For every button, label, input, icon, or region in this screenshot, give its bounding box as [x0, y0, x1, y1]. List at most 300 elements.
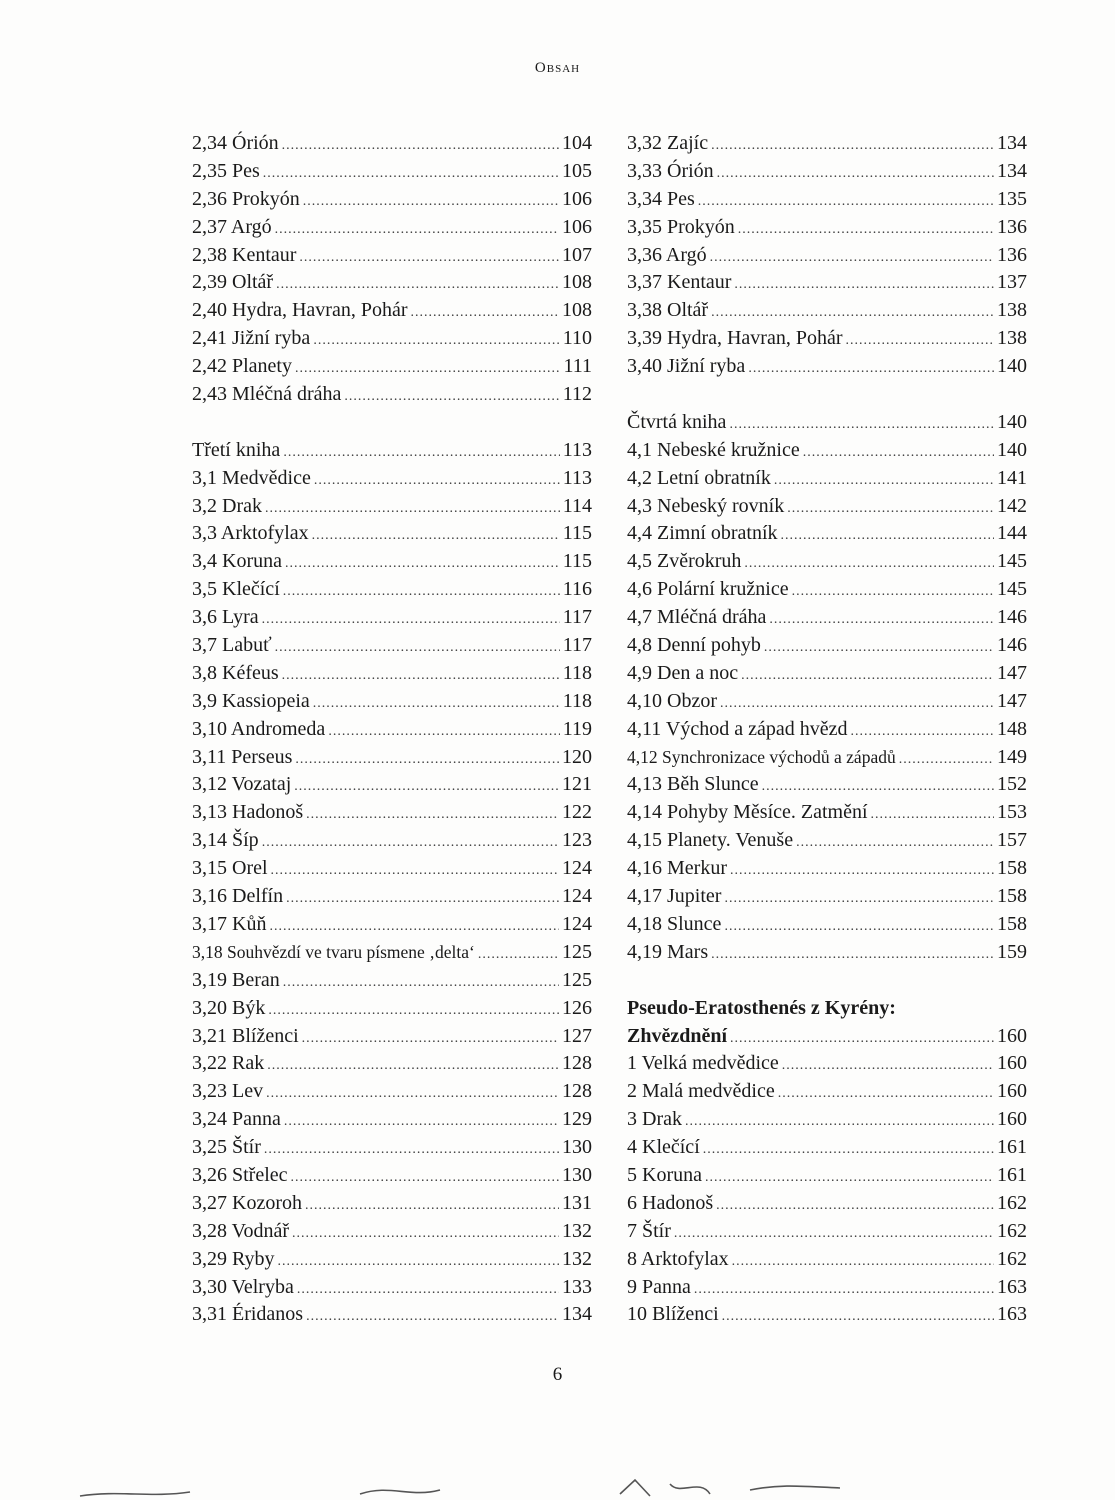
toc-leader-dots — [266, 1080, 559, 1108]
toc-entry-label: 4,13 Běh Slunce — [627, 773, 759, 796]
toc-entry-label: 3,39 Hydra, Havran, Pohár — [627, 327, 843, 350]
toc-leader-dots — [769, 606, 994, 634]
toc-entry-label: 2,41 Jižní ryba — [192, 327, 311, 350]
toc-entry-label: 3,5 Klečící — [192, 578, 280, 601]
toc-entry-page: 157 — [997, 829, 1027, 852]
toc-entry — [192, 325, 592, 353]
toc-leader-dots — [278, 1248, 559, 1276]
toc-entry-page: 144 — [997, 522, 1027, 545]
toc-entry-label: 3,24 Panna — [192, 1108, 281, 1131]
toc-entry-page: 119 — [562, 717, 592, 740]
toc-entry-label: 4,11 Východ a západ hvězd — [627, 717, 848, 740]
toc-leader-dots — [313, 327, 559, 355]
toc-entry-page: 127 — [562, 1024, 592, 1047]
toc-entry — [627, 520, 1027, 548]
toc-entry-label: 3,18 Souhvězdí ve tvaru písmene ‚delta‘ — [192, 941, 475, 962]
toc-entry-label: 3,9 Kassiopeia — [192, 689, 310, 712]
toc-entry-label: 4,8 Denní pohyb — [627, 634, 761, 657]
toc-entry — [192, 576, 592, 604]
toc-leader-dots — [846, 327, 995, 355]
toc-entry — [192, 242, 592, 270]
toc-entry-page: 128 — [562, 1052, 592, 1075]
toc-entry — [627, 1162, 1027, 1190]
toc-leader-dots — [674, 1220, 994, 1248]
toc-entry-label: 3,29 Ryby — [192, 1247, 275, 1270]
toc-entry-label: 2,42 Planety — [192, 355, 292, 378]
toc-entry — [627, 939, 1027, 967]
toc-entry-page: 125 — [562, 968, 592, 991]
toc-leader-dots — [312, 522, 560, 550]
toc-leader-dots — [781, 522, 994, 550]
toc-entry-page: 131 — [562, 1191, 592, 1214]
toc-entry-label: 4,5 Zvěrokruh — [627, 550, 742, 573]
toc-entry — [192, 437, 592, 465]
toc-entry — [627, 1246, 1027, 1274]
toc-leader-dots — [871, 801, 994, 829]
toc-entry-label: 4,3 Nebeský rovník — [627, 494, 785, 517]
toc-entry-label: 3,38 Oltář — [627, 299, 709, 322]
toc-leader-dots — [262, 829, 559, 857]
toc-entry — [627, 883, 1027, 911]
toc-leader-dots — [286, 885, 559, 913]
toc-entry — [627, 1023, 1027, 1051]
toc-entry — [192, 1301, 592, 1329]
toc-entry-page: 140 — [997, 355, 1027, 378]
toc-entry-page: 124 — [562, 885, 592, 908]
toc-entry — [627, 1106, 1027, 1134]
toc-section-heading: Pseudo-Eratosthenés z Kyrény: — [627, 996, 896, 1019]
toc-entry-page: 117 — [562, 606, 592, 629]
toc-leader-dots — [302, 1025, 559, 1053]
toc-entry-label: 3,8 Kéfeus — [192, 661, 279, 684]
toc-entry-label: Třetí kniha — [192, 438, 281, 461]
toc-entry-label: 4,7 Mléčná dráha — [627, 606, 767, 629]
toc-entry — [627, 186, 1027, 214]
toc-entry-page: 159 — [997, 940, 1027, 963]
toc-entry-page: 135 — [997, 187, 1027, 210]
toc-leader-dots — [267, 1052, 559, 1080]
toc-entry-page: 132 — [562, 1247, 592, 1270]
toc-spacer — [627, 381, 1027, 409]
toc-entry — [192, 799, 592, 827]
toc-leader-dots — [303, 188, 559, 216]
toc-entry-page: 136 — [997, 243, 1027, 266]
toc-entry-label: 3,27 Kozoroh — [192, 1191, 302, 1214]
toc-entry-page: 115 — [562, 550, 592, 573]
toc-entry-page: 120 — [562, 745, 592, 768]
toc-leader-dots — [730, 857, 994, 885]
toc-entry — [627, 465, 1027, 493]
toc-entry-page: 160 — [997, 1052, 1027, 1075]
toc-entry — [192, 716, 592, 744]
toc-entry-page: 122 — [562, 801, 592, 824]
toc-entry-label: 7 Štír — [627, 1219, 671, 1242]
toc-leader-dots — [685, 1108, 994, 1136]
toc-leader-dots — [275, 634, 560, 662]
toc-leader-dots — [782, 1052, 994, 1080]
toc-entry-label: 3,16 Delfín — [192, 885, 284, 908]
toc-leader-dots — [730, 1025, 994, 1053]
toc-leader-dots — [411, 299, 560, 327]
toc-entry-label: 4,17 Jupiter — [627, 885, 722, 908]
toc-leader-dots — [762, 773, 994, 801]
toc-entry-label: 4,1 Nebeské kružnice — [627, 438, 800, 461]
toc-leader-dots — [729, 411, 994, 439]
toc-leader-dots — [711, 299, 994, 327]
toc-entry — [627, 493, 1027, 521]
toc-entry-label: 5 Koruna — [627, 1163, 702, 1186]
toc-entry-page: 130 — [562, 1163, 592, 1186]
toc-entry-page: 132 — [562, 1219, 592, 1242]
toc-entry-page: 129 — [562, 1108, 592, 1131]
toc-entry-page: 140 — [997, 410, 1027, 433]
toc-entry-label: 3,34 Pes — [627, 187, 695, 210]
toc-leader-dots — [850, 718, 994, 746]
toc-entry — [192, 214, 592, 242]
page-number: 6 — [552, 1364, 563, 1385]
toc-entry-page: 161 — [997, 1163, 1027, 1186]
toc-entry-label: 2,43 Mléčná dráha — [192, 383, 342, 406]
toc-entry — [192, 911, 592, 939]
toc-entry — [192, 744, 592, 772]
toc-entry-page: 116 — [562, 578, 592, 601]
toc-entry-label: 3,31 Éridanos — [192, 1303, 304, 1326]
toc-entry-label: 4,15 Planety. Venuše — [627, 829, 794, 852]
toc-leader-dots — [711, 132, 994, 160]
toc-entry-page: 125 — [562, 940, 592, 963]
toc-entry — [627, 632, 1027, 660]
toc-entry-page: 138 — [997, 299, 1027, 322]
toc-entry-label: 2,40 Hydra, Havran, Pohár — [192, 299, 408, 322]
toc-entry — [192, 353, 592, 381]
toc-leader-dots — [297, 1276, 559, 1304]
toc-leader-dots — [744, 550, 994, 578]
toc-entry-page: 152 — [997, 773, 1027, 796]
toc-leader-dots — [720, 690, 994, 718]
toc-entry — [627, 409, 1027, 437]
toc-entry — [627, 1050, 1027, 1078]
toc-entry-label: 3,19 Beran — [192, 968, 280, 991]
toc-entry — [627, 130, 1027, 158]
toc-entry-page: 149 — [997, 745, 1027, 768]
toc-leader-dots — [711, 941, 994, 969]
toc-entry-page: 113 — [562, 466, 592, 489]
toc-leader-dots — [282, 132, 559, 160]
toc-entry — [192, 548, 592, 576]
toc-leader-dots — [478, 941, 559, 969]
toc-leader-dots — [694, 1276, 994, 1304]
toc-entry-page: 142 — [997, 494, 1027, 517]
toc-entry-label: 4,18 Slunce — [627, 912, 722, 935]
toc-entry-label: 4,9 Den a noc — [627, 661, 739, 684]
toc-entry-page: 138 — [997, 327, 1027, 350]
toc-entry-page: 110 — [562, 327, 592, 350]
toc-entry-page: 112 — [562, 383, 592, 406]
toc-entry — [192, 660, 592, 688]
toc-entry-page: 158 — [997, 857, 1027, 880]
toc-entry-page: 108 — [562, 271, 592, 294]
toc-entry — [192, 1078, 592, 1106]
toc-entry-label: 9 Panna — [627, 1275, 691, 1298]
toc-entry — [192, 186, 592, 214]
toc-entry — [627, 771, 1027, 799]
toc-leader-dots — [305, 1192, 559, 1220]
toc-entry-page: 111 — [563, 355, 592, 378]
toc-entry-page: 128 — [562, 1080, 592, 1103]
toc-entry-label: 3,36 Argó — [627, 243, 707, 266]
toc-entry-page: 147 — [997, 661, 1027, 684]
toc-entry — [627, 744, 1027, 772]
toc-leader-dots — [899, 746, 994, 774]
toc-leader-dots — [284, 1108, 559, 1136]
toc-leader-dots — [732, 1248, 994, 1276]
toc-entry — [627, 1134, 1027, 1162]
toc-leader-dots — [796, 829, 994, 857]
toc-entry-page: 162 — [997, 1219, 1027, 1242]
toc-leader-dots — [294, 773, 559, 801]
toc-leader-dots — [269, 913, 559, 941]
toc-entry-page: 126 — [562, 996, 592, 1019]
toc-leader-dots — [741, 662, 994, 690]
toc-leader-dots — [314, 467, 560, 495]
toc-entry-page: 118 — [562, 661, 592, 684]
toc-entry-label: 10 Blíženci — [627, 1303, 719, 1326]
toc-entry-label: 4,6 Polární kružnice — [627, 578, 789, 601]
toc-entry-label: 4,19 Mars — [627, 940, 709, 963]
toc-entry-page: 147 — [997, 689, 1027, 712]
toc-entry — [627, 1274, 1027, 1302]
toc-entry — [627, 1078, 1027, 1106]
toc-leader-dots — [722, 1303, 994, 1331]
toc-leader-dots — [724, 885, 994, 913]
toc-entry-label: 3,4 Koruna — [192, 550, 282, 573]
toc-entry — [192, 939, 592, 967]
toc-entry-page: 107 — [562, 243, 592, 266]
toc-entry-page: 140 — [997, 438, 1027, 461]
toc-entry-label: 2,35 Pes — [192, 159, 260, 182]
toc-entry — [192, 1190, 592, 1218]
toc-entry-label: 3,30 Velryba — [192, 1275, 294, 1298]
toc-entry — [627, 576, 1027, 604]
toc-entry — [192, 771, 592, 799]
toc-entry-page: 141 — [997, 466, 1027, 489]
toc-entry-label: 3,13 Hadonoš — [192, 801, 304, 824]
toc-entry — [192, 493, 592, 521]
toc-entry-label: 4,16 Merkur — [627, 857, 727, 880]
toc-entry — [192, 130, 592, 158]
toc-entry-label: 6 Hadonoš — [627, 1191, 714, 1214]
toc-entry — [192, 381, 592, 409]
toc-leader-dots — [283, 578, 560, 606]
toc-leader-dots — [264, 1136, 559, 1164]
toc-entry — [627, 827, 1027, 855]
toc-entry — [627, 548, 1027, 576]
toc-entry-page: 108 — [562, 299, 592, 322]
toc-entry — [627, 688, 1027, 716]
toc-entry-page: 124 — [562, 912, 592, 935]
toc-entry-page: 134 — [997, 132, 1027, 154]
toc-leader-dots — [268, 997, 559, 1025]
toc-entry-label: 3,10 Andromeda — [192, 717, 326, 740]
toc-entry — [627, 297, 1027, 325]
toc-entry-label: 3,35 Prokyón — [627, 215, 735, 238]
toc-entry — [627, 325, 1027, 353]
toc-leader-dots — [265, 495, 560, 523]
toc-leader-dots — [705, 1164, 994, 1192]
toc-leader-dots — [344, 383, 559, 411]
toc-entry-label: 4,14 Pohyby Měsíce. Zatmění — [627, 801, 868, 824]
toc-entry — [192, 604, 592, 632]
toc-entry-page: 145 — [997, 550, 1027, 573]
toc-entry-page: 105 — [562, 159, 592, 182]
toc-leader-dots — [703, 1136, 994, 1164]
toc-entry-label: 3,33 Órión — [627, 159, 714, 182]
toc-entry-label: 3,15 Orel — [192, 857, 268, 880]
toc-entry — [192, 1050, 592, 1078]
toc-entry-label: Čtvrtá kniha — [627, 410, 727, 433]
toc-entry — [627, 437, 1027, 465]
toc-entry-label: 3,2 Drak — [192, 494, 262, 517]
toc-leader-dots — [276, 271, 559, 299]
toc-leader-dots — [803, 439, 994, 467]
pen-scribble-icon — [60, 1470, 860, 1500]
toc-entry — [627, 242, 1027, 270]
toc-entry — [192, 855, 592, 883]
toc-leader-dots — [271, 857, 559, 885]
toc-entry-label: 1 Velká medvědice — [627, 1052, 779, 1075]
toc-leader-dots — [716, 1192, 994, 1220]
toc-entry-page: 145 — [997, 578, 1027, 601]
toc-entry-label: 2,38 Kentaur — [192, 243, 297, 266]
toc-entry-label: 3,7 Labuť — [192, 634, 272, 657]
toc-entry-page: 117 — [562, 634, 592, 657]
toc-entry-label: 3,6 Lyra — [192, 606, 259, 629]
toc-leader-dots — [717, 160, 994, 188]
toc-entry-page: 115 — [562, 522, 592, 545]
toc-entry-label: 3,20 Býk — [192, 996, 266, 1019]
toc-entry-page: 118 — [562, 689, 592, 712]
toc-entry-page: 160 — [997, 1080, 1027, 1103]
toc-entry — [627, 214, 1027, 242]
toc-entry — [627, 604, 1027, 632]
toc-column-left — [192, 130, 592, 1329]
toc-entry-label: 2 Malá medvědice — [627, 1080, 775, 1103]
toc-entry-label: 4,10 Obzor — [627, 689, 717, 712]
toc-leader-dots — [283, 439, 559, 467]
toc-entry-page: 160 — [997, 1108, 1027, 1131]
toc-leader-dots — [724, 913, 994, 941]
toc-entry-label: 4,12 Synchronizace východů a západů — [627, 746, 896, 767]
toc-entry-page: 160 — [997, 1024, 1027, 1047]
toc-entry-label: 3,25 Štír — [192, 1136, 261, 1159]
toc-entry-label: 3,23 Lev — [192, 1080, 264, 1103]
toc-entry-label: 3,12 Vozataj — [192, 773, 292, 796]
toc-leader-dots — [262, 606, 560, 634]
toc-entry-label: 2,37 Argó — [192, 215, 272, 238]
toc-entry-label: 3,21 Blíženci — [192, 1024, 299, 1047]
toc-leader-dots — [295, 355, 560, 383]
toc-entry-page: 136 — [997, 215, 1027, 238]
toc-entry-label: 3,1 Medvědice — [192, 466, 311, 489]
toc-entry — [192, 1134, 592, 1162]
toc-entry-page: 104 — [562, 132, 592, 154]
toc-entry-label: 3,11 Perseus — [192, 745, 293, 768]
toc-entry-label: 4,2 Letní obratník — [627, 466, 771, 489]
toc-entry — [627, 911, 1027, 939]
running-head: Obsah — [534, 60, 581, 76]
toc-spacer — [192, 409, 592, 437]
toc-entry-page: 163 — [997, 1275, 1027, 1298]
toc-entry — [627, 1218, 1027, 1246]
toc-entry — [192, 158, 592, 186]
toc-entry-page: 134 — [997, 159, 1027, 182]
toc-entry-page: 113 — [562, 438, 592, 461]
toc-entry-page: 148 — [997, 717, 1027, 740]
toc-leader-dots — [792, 578, 994, 606]
toc-entry — [192, 520, 592, 548]
toc-entry — [192, 1106, 592, 1134]
toc-entry — [192, 465, 592, 493]
toc-entry-page: 161 — [997, 1136, 1027, 1159]
toc-leader-dots — [698, 188, 994, 216]
toc-entry — [192, 883, 592, 911]
toc-entry-page: 130 — [562, 1136, 592, 1159]
toc-entry-label: 3,26 Střelec — [192, 1163, 288, 1186]
toc-entry — [627, 353, 1027, 381]
toc-leader-dots — [306, 1303, 559, 1331]
toc-leader-dots — [313, 690, 560, 718]
toc-leader-dots — [285, 550, 560, 578]
toc-leader-dots — [306, 801, 559, 829]
toc-entry-page: 158 — [997, 912, 1027, 935]
toc-entry — [192, 1023, 592, 1051]
toc-entry-label: 8 Arktofylax — [627, 1247, 729, 1270]
toc-entry — [627, 799, 1027, 827]
toc-entry — [192, 827, 592, 855]
toc-entry — [627, 269, 1027, 297]
toc-leader-dots — [282, 662, 560, 690]
toc-entry-label: 3 Drak — [627, 1108, 682, 1131]
toc-entry-label: Zhvězdnění — [627, 1024, 728, 1047]
toc-column-right — [627, 130, 1027, 1329]
toc-entry-page: 121 — [562, 773, 592, 796]
toc-entry-page: 114 — [562, 494, 592, 517]
toc-leader-dots — [774, 467, 994, 495]
toc-leader-dots — [283, 969, 559, 997]
toc-leader-dots — [764, 634, 994, 662]
toc-leader-dots — [295, 746, 559, 774]
toc-entry-page: 153 — [997, 801, 1027, 824]
toc-leader-dots — [734, 271, 994, 299]
toc-entry — [627, 855, 1027, 883]
toc-entry — [192, 297, 592, 325]
toc-entry-page: 106 — [562, 187, 592, 210]
toc-entry-page: 146 — [997, 634, 1027, 657]
toc-entry — [627, 716, 1027, 744]
toc-entry-label: 3,14 Šíp — [192, 829, 259, 852]
toc-entry-label: 3,3 Arktofylax — [192, 522, 309, 545]
toc-entry — [192, 1218, 592, 1246]
toc-entry-page: 162 — [997, 1191, 1027, 1214]
toc-leader-dots — [738, 216, 994, 244]
toc-entry — [192, 269, 592, 297]
toc-entry-page: 158 — [997, 885, 1027, 908]
toc-entry-page: 162 — [997, 1247, 1027, 1270]
toc-entry-label: 3,32 Zajíc — [627, 132, 709, 154]
toc-leader-dots — [291, 1164, 559, 1192]
toc-entry — [192, 1274, 592, 1302]
toc-entry — [192, 995, 592, 1023]
